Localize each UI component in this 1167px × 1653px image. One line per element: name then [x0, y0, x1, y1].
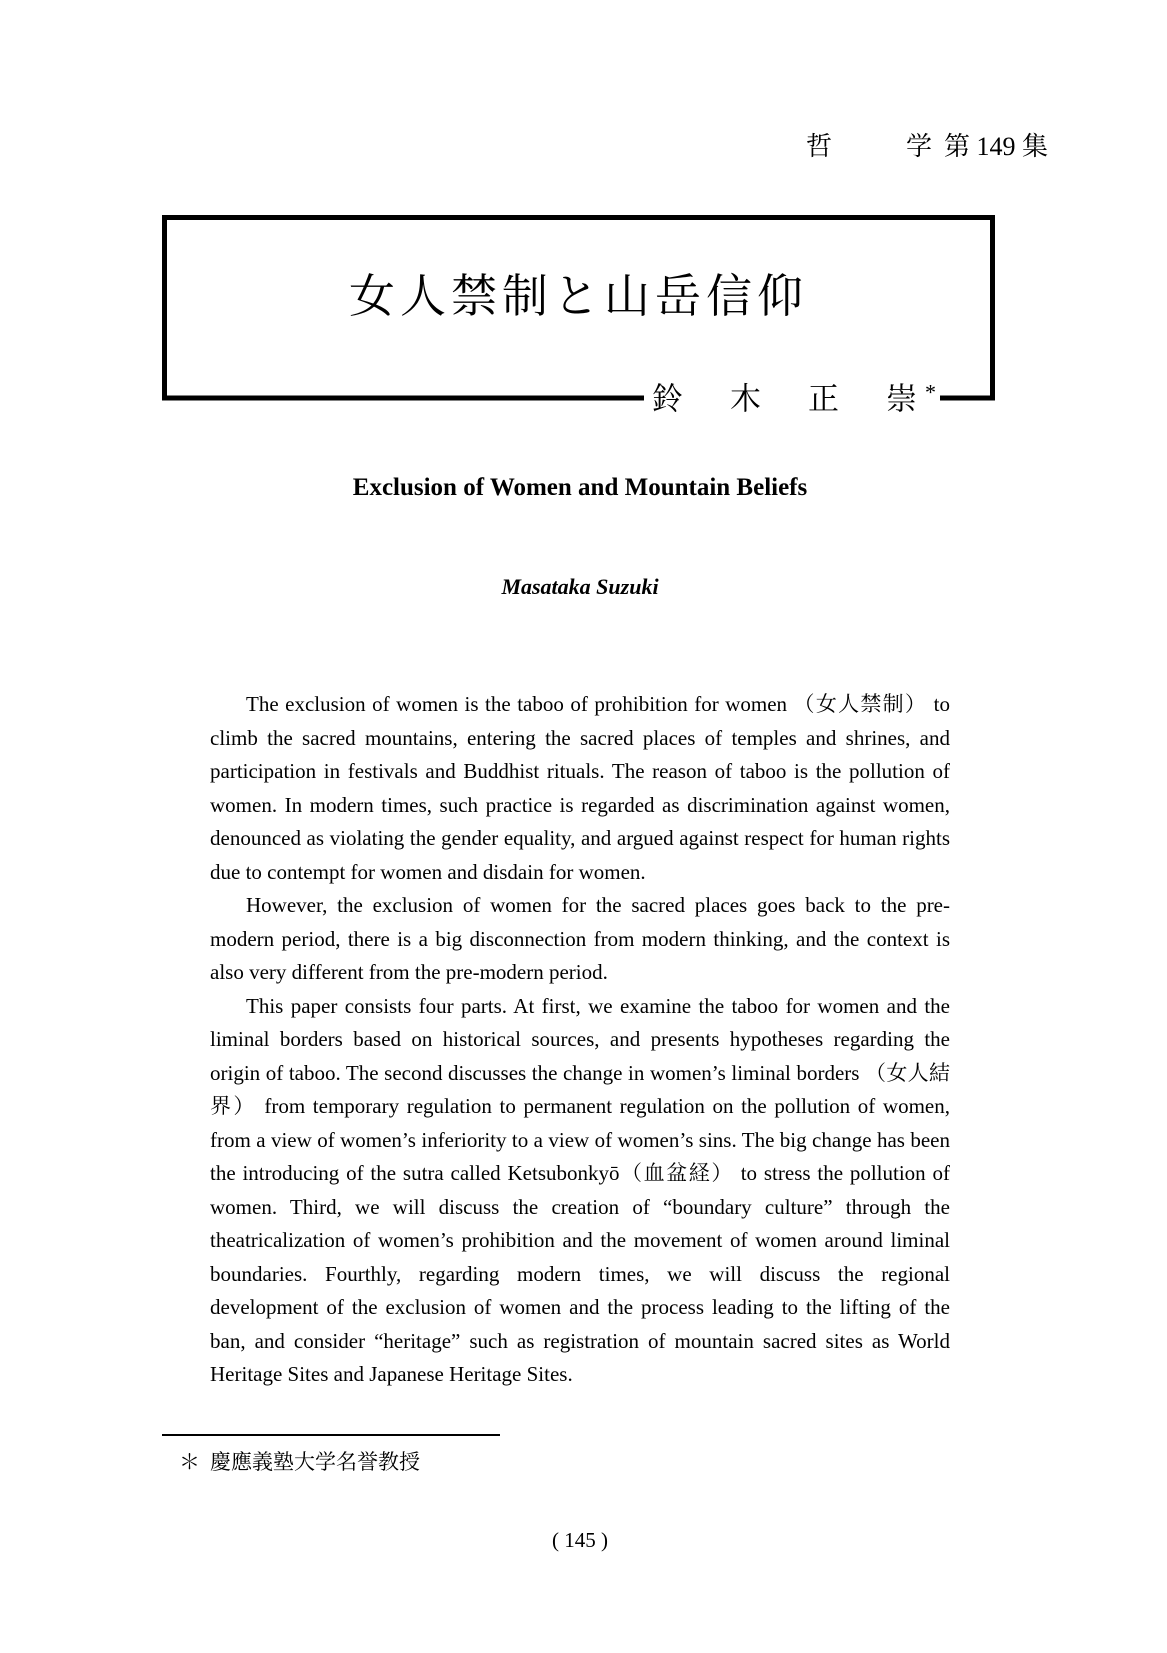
- abstract-paragraph-3: This paper consists four parts. At first, we examine the taboo for women and the liminal borders based on historical sources, and presents hypotheses regarding the origin of taboo. The second discusses the change in women’s liminal borders （女人結界） from temporary regulation to permanent regulation on the pollution of women, from a view of women’s inferiority to a view of women’s sins. The big change has been the introducing of the sutra called Ketsubonkyō（血盆経） to stress the pollution of women. Third, we will discuss the creation of “boundary culture” through the theatricalization of women’s prohibition and the movement of women around liminal boundaries. Fourthly, regarding modern times, we will discuss the regional development of the exclusion of women and the process leading to the lifting of the ban, and consider “heritage” such as registration of mountain sacred sites as World Heritage Sites and Japanese Heritage Sites.: [210, 993, 950, 1386]
- title-box: [162, 215, 995, 417]
- footnote: [179, 1446, 420, 1476]
- author-footnote-marker: *: [925, 379, 936, 405]
- footnote-divider: [162, 1434, 500, 1436]
- title-box-rule-left: [162, 396, 644, 401]
- abstract: [210, 688, 950, 1392]
- article-title-english: Exclusion of Women and Mountain Beliefs: [352, 474, 808, 501]
- author-row: [162, 379, 995, 417]
- title-box-rule-right: [940, 396, 995, 401]
- author-name-english: Masataka Suzuki: [501, 574, 659, 599]
- footnote-text: 慶應義塾大学名誉教授: [210, 1450, 420, 1474]
- journal-title-char-1: 哲: [805, 132, 832, 161]
- journal-header: [806, 126, 1048, 163]
- author-name-japanese: [644, 379, 940, 417]
- journal-issue-label: 第 149 集: [943, 132, 1048, 161]
- page-number: ( 145 ): [552, 1528, 608, 1552]
- abstract-paragraph-1: The exclusion of women is the taboo of prohibition for women （女人禁制） to climb the sacred mountains, entering the sacred places of temples and shrines, and participation in festivals and Buddhist rituals. The reason of taboo is the pollution of women. In modern times, such practice is regarded as discrimination against women, denounced as violating the gender equality, and argued against respect for human rights due to contempt for women and disdain for women.: [210, 692, 950, 884]
- author-name-japanese-text: 鈴 木 正 崇: [652, 381, 925, 417]
- journal-title-char-2: 学: [905, 132, 932, 161]
- footnote-marker: ＊: [179, 1450, 200, 1474]
- abstract-paragraph-2: However, the exclusion of women for the sacred places goes back to the pre-modern period, there is a big disconnection from modern thinking, and the context is also very different from the pre-modern period.: [210, 893, 950, 984]
- article-title-japanese: 女人禁制と山岳信仰: [349, 271, 808, 322]
